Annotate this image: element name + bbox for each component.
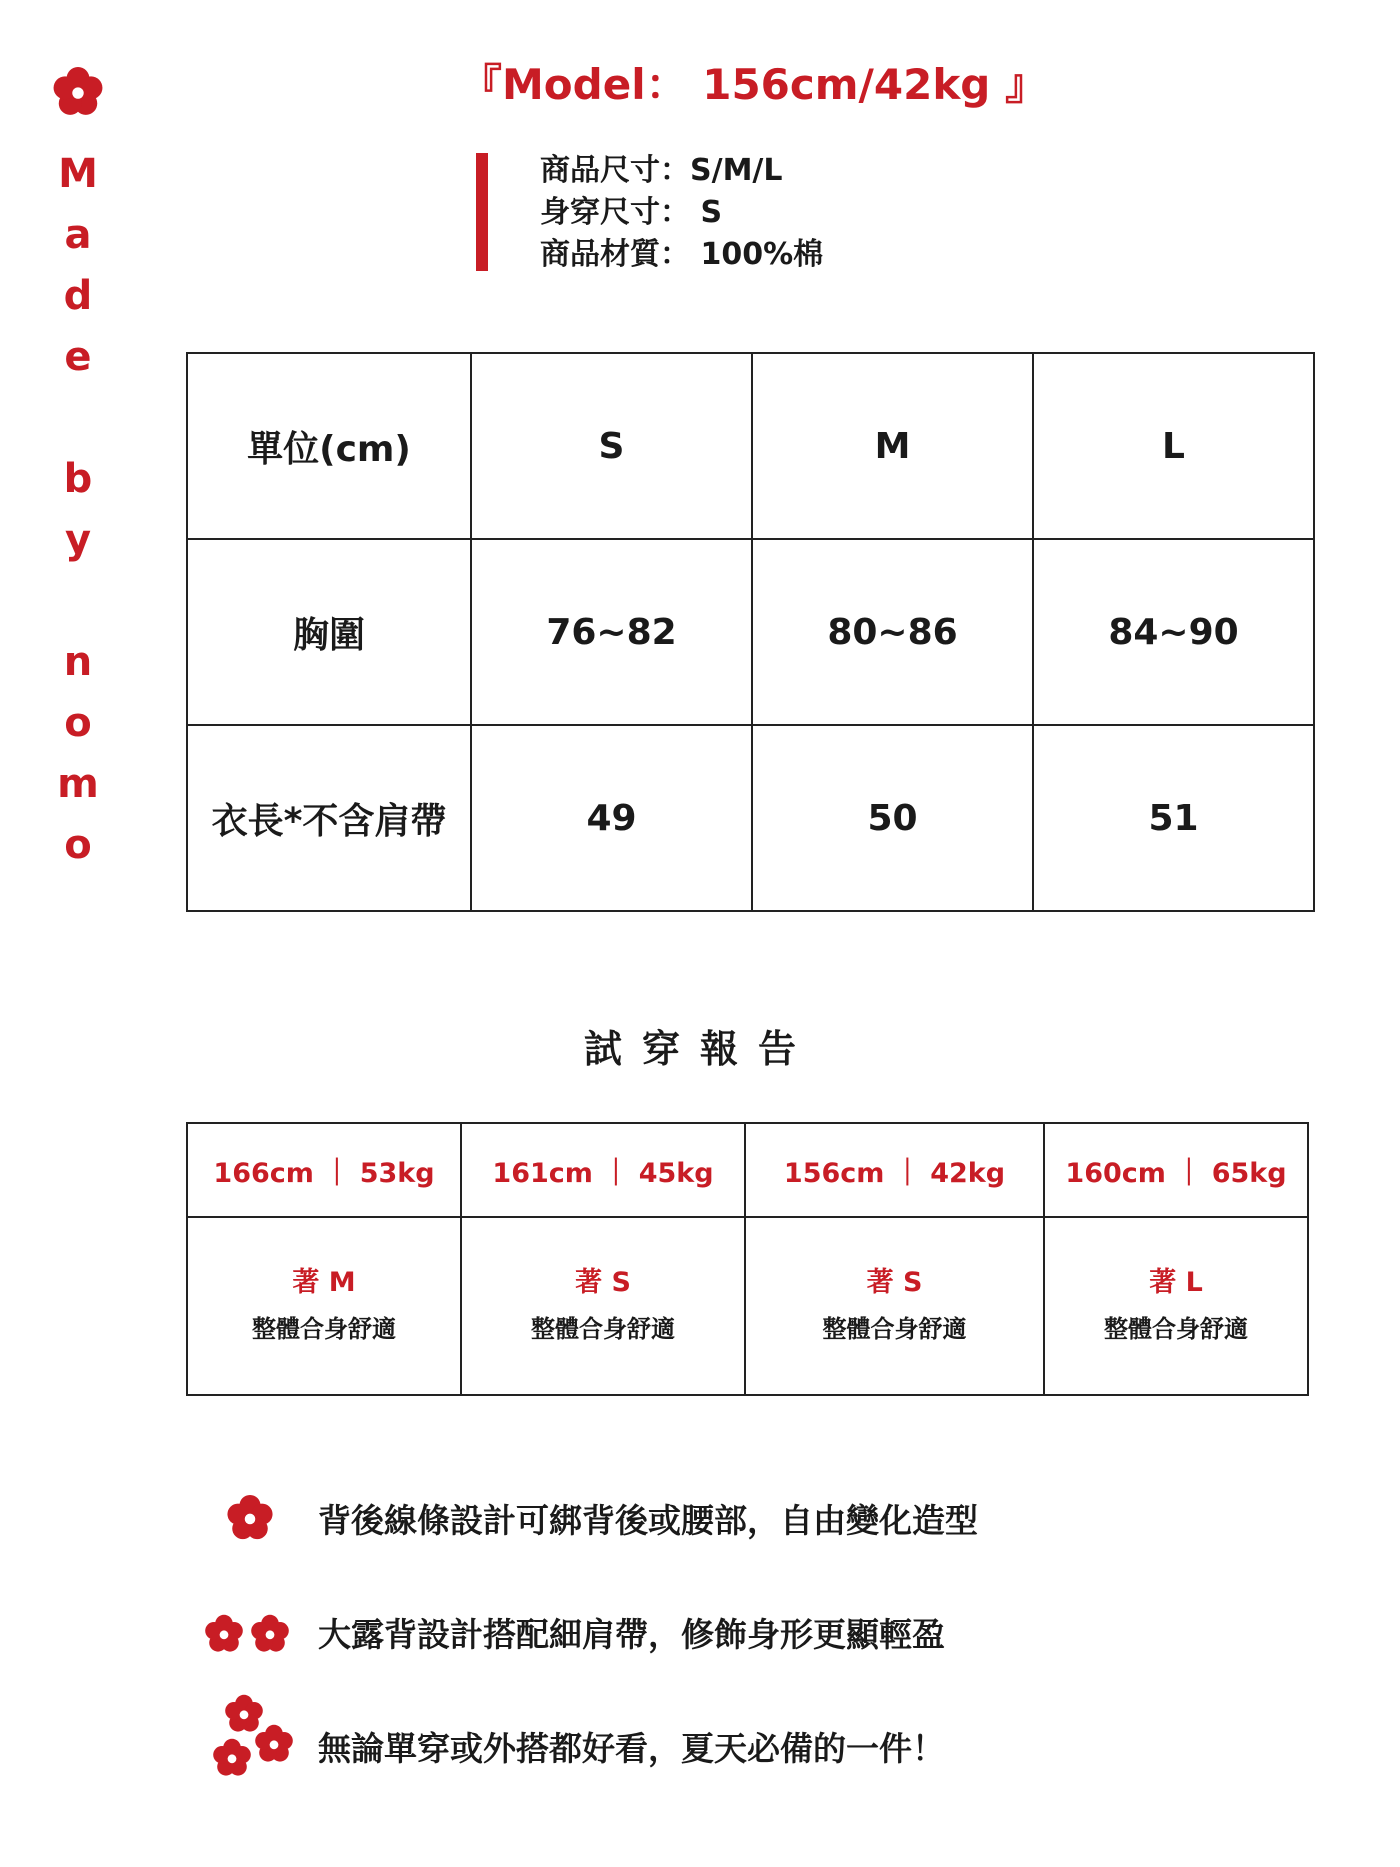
table-cell: 50 xyxy=(752,725,1033,911)
two-flowers-icon xyxy=(200,1592,300,1672)
feature-text: 大露背設計搭配細肩帶，修飾身形更顯輕盈 xyxy=(318,1614,945,1654)
header-cell: 單位(cm) xyxy=(187,353,471,539)
table-header-row xyxy=(187,353,1314,539)
header-cell: L xyxy=(1033,353,1314,539)
report-fit-cell xyxy=(461,1217,745,1395)
report-stats-cell: 161cm ｜ 45kg xyxy=(461,1123,745,1217)
feature-text: 無論單穿或外搭都好看，夏天必備的一件！ xyxy=(318,1728,945,1768)
spec-product-size: 商品尺寸：S/M/L xyxy=(540,153,783,188)
report-stats-cell: 156cm ｜ 42kg xyxy=(745,1123,1044,1217)
report-title: 試穿報告 xyxy=(583,1027,816,1071)
feature-item xyxy=(200,1592,945,1672)
fit-comment: 整體合身舒適 xyxy=(531,1315,675,1343)
brand-letter: n xyxy=(63,639,93,685)
feature-item xyxy=(200,1706,945,1786)
flower-icon xyxy=(52,66,104,118)
fit-comment: 整體合身舒適 xyxy=(1104,1315,1248,1343)
brand-letter: m xyxy=(57,761,99,807)
spec-worn-size: 身穿尺寸： S xyxy=(540,195,723,230)
brand-letter: M xyxy=(58,151,98,197)
report-fit-cell xyxy=(1044,1217,1308,1395)
brand-letter: d xyxy=(63,273,93,319)
spec-accent-bar xyxy=(476,153,488,271)
feature-item xyxy=(200,1478,978,1558)
brand-letter: a xyxy=(64,212,92,258)
fit-comment: 整體合身舒適 xyxy=(252,1315,396,1343)
table-cell: 49 xyxy=(471,725,752,911)
header-cell: S xyxy=(471,353,752,539)
header-cell: M xyxy=(752,353,1033,539)
brand-letter-gap xyxy=(50,571,106,632)
brand-letter: b xyxy=(63,456,93,502)
worn-size: 著 S xyxy=(575,1267,631,1298)
brand-column xyxy=(50,66,106,876)
table-cell: 51 xyxy=(1033,725,1314,911)
report-fit-cell xyxy=(187,1217,461,1395)
report-fit-cell xyxy=(745,1217,1044,1395)
report-stats-cell: 160cm ｜ 65kg xyxy=(1044,1123,1308,1217)
brand-letter: e xyxy=(64,334,92,380)
size-table xyxy=(186,352,1315,912)
brand-letter: o xyxy=(64,822,92,868)
report-fit-row xyxy=(187,1217,1308,1395)
table-cell: 84~90 xyxy=(1033,539,1314,725)
feature-text: 背後線條設計可綁背後或腰部，自由變化造型 xyxy=(318,1500,978,1540)
table-row xyxy=(187,725,1314,911)
fit-comment: 整體合身舒適 xyxy=(822,1315,967,1343)
brand-letter: y xyxy=(64,517,92,563)
spec-material: 商品材質： 100%棉 xyxy=(540,237,824,272)
table-cell: 80~86 xyxy=(752,539,1033,725)
brand-letter: o xyxy=(64,700,92,746)
table-row xyxy=(187,539,1314,725)
row-label: 衣長*不含肩帶 xyxy=(187,725,471,911)
row-label: 胸圍 xyxy=(187,539,471,725)
three-flowers-icon xyxy=(200,1706,300,1786)
brand-letter-gap xyxy=(50,388,106,449)
report-table xyxy=(186,1122,1309,1396)
flower-icon xyxy=(200,1478,300,1558)
report-stats-row xyxy=(187,1123,1308,1217)
report-stats-cell: 166cm ｜ 53kg xyxy=(187,1123,461,1217)
brand-name xyxy=(50,144,106,876)
worn-size: 著 M xyxy=(292,1267,356,1298)
worn-size: 著 S xyxy=(866,1267,923,1298)
table-cell: 76~82 xyxy=(471,539,752,725)
model-title: 『Model： 156cm/42kg 』 xyxy=(460,60,1047,109)
spec-list xyxy=(540,150,823,276)
worn-size: 著 L xyxy=(1149,1267,1203,1298)
